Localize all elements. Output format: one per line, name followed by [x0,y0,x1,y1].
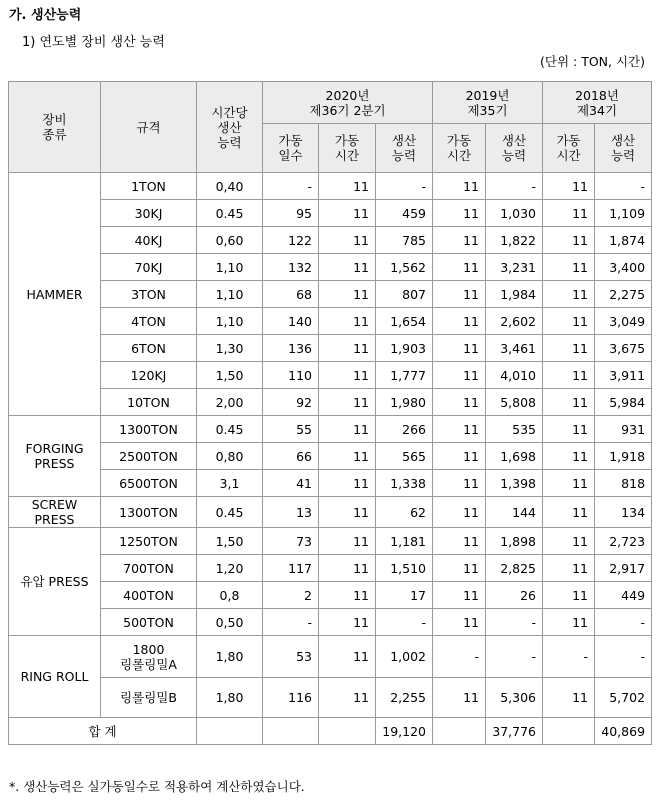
op-days-2020-cell: 53 [263,636,319,678]
spec-cell: 6TON [101,335,197,362]
op-hours-2020-cell: 11 [319,678,376,718]
capacity-2019-cell: 1,398 [486,470,543,497]
op-hours-2020-cell: 11 [319,609,376,636]
table-row [9,173,652,200]
blank-hours-2019 [433,718,486,745]
equipment-group-label: 유압 PRESS [9,528,101,636]
capacity-2018-cell: - [595,636,652,678]
hourly-capacity-cell: 1,50 [197,528,263,555]
capacity-2019-cell: - [486,173,543,200]
hourly-capacity-cell: 0,80 [197,443,263,470]
hourly-capacity-cell: 1,50 [197,362,263,389]
spec-cell: 1250TON [101,528,197,555]
capacity-2020-cell: 565 [376,443,433,470]
capacity-2019-cell: 5,808 [486,389,543,416]
op-hours-2018-cell: 11 [543,200,595,227]
op-days-2020-cell: - [263,173,319,200]
hourly-capacity-cell: 0,60 [197,227,263,254]
op-days-2020-cell: 2 [263,582,319,609]
op-hours-2018-cell: 11 [543,173,595,200]
table-header [9,82,652,173]
spec-cell: 6500TON [101,470,197,497]
op-hours-2019-cell: 11 [433,335,486,362]
capacity-2019-cell: 535 [486,416,543,443]
capacity-2018-cell: 5,984 [595,389,652,416]
op-hours-2020-cell: 11 [319,254,376,281]
spec-cell: 40KJ [101,227,197,254]
capacity-2018-cell: 3,675 [595,335,652,362]
table-row [9,636,652,678]
hourly-capacity-cell: 1,10 [197,308,263,335]
op-hours-2018-cell: 11 [543,389,595,416]
header-hourly-capacity: 시간당 생산 능력 [197,82,263,173]
op-days-2020-cell: 95 [263,200,319,227]
op-hours-2018-cell: 11 [543,555,595,582]
spec-cell: 4TON [101,308,197,335]
op-hours-2018-cell: 11 [543,335,595,362]
hourly-capacity-cell: 3,1 [197,470,263,497]
header-op-hours-2020: 가동 시간 [319,124,376,173]
header-op-days-2020: 가동 일수 [263,124,319,173]
op-days-2020-cell: 110 [263,362,319,389]
capacity-2020-cell: 1,510 [376,555,433,582]
capacity-2018-cell: 2,917 [595,555,652,582]
capacity-2019-cell: 3,461 [486,335,543,362]
op-hours-2020-cell: 11 [319,416,376,443]
table-row [9,335,652,362]
op-days-2020-cell: 92 [263,389,319,416]
table-row [9,470,652,497]
op-hours-2019-cell: 11 [433,443,486,470]
header-spec: 규격 [101,82,197,173]
capacity-2019-cell: 1,822 [486,227,543,254]
capacity-2020-cell: 785 [376,227,433,254]
op-hours-2019-cell: 11 [433,281,486,308]
op-hours-2020-cell: 11 [319,362,376,389]
capacity-2019-cell: 4,010 [486,362,543,389]
capacity-2020-cell: 17 [376,582,433,609]
capacity-2019-cell: 1,984 [486,281,543,308]
table-row [9,582,652,609]
op-days-2020-cell: 117 [263,555,319,582]
op-hours-2019-cell: 11 [433,582,486,609]
equipment-group-label: FORGING PRESS [9,416,101,497]
capacity-2018-cell: 1,874 [595,227,652,254]
capacity-2020-cell: 2,255 [376,678,433,718]
op-days-2020-cell: 73 [263,528,319,555]
table-row [9,416,652,443]
op-hours-2018-cell: - [543,636,595,678]
capacity-2019-cell: 1,898 [486,528,543,555]
table-row [9,254,652,281]
op-days-2020-cell: 140 [263,308,319,335]
spec-cell: 1TON [101,173,197,200]
capacity-2019-cell: - [486,609,543,636]
op-hours-2020-cell: 11 [319,200,376,227]
hourly-capacity-cell: 1,10 [197,254,263,281]
capacity-2018-cell: 931 [595,416,652,443]
capacity-2020-cell: 1,980 [376,389,433,416]
footnote: *. 생산능력은 실가동일수로 적용하여 계산하였습니다. [9,779,305,794]
blank-hourly [197,718,263,745]
spec-cell: 70KJ [101,254,197,281]
spec-cell: 1800 링롤링밀A [101,636,197,678]
capacity-2020-cell: 459 [376,200,433,227]
header-op-hours-2019: 가동 시간 [433,124,486,173]
table-row [9,678,652,718]
hourly-capacity-cell: 0.45 [197,497,263,528]
op-hours-2020-cell: 11 [319,227,376,254]
op-hours-2018-cell: 11 [543,227,595,254]
op-hours-2018-cell: 11 [543,416,595,443]
capacity-2020-cell: 1,002 [376,636,433,678]
capacity-2019-cell: 2,602 [486,308,543,335]
op-hours-2018-cell: 11 [543,582,595,609]
hourly-capacity-cell: 1,30 [197,335,263,362]
op-days-2020-cell: 13 [263,497,319,528]
op-days-2020-cell: 68 [263,281,319,308]
equipment-group-label: SCREW PRESS [9,497,101,528]
capacity-2018-cell: 2,723 [595,528,652,555]
spec-cell: 10TON [101,389,197,416]
table-row [9,609,652,636]
hourly-capacity-cell: 1,10 [197,281,263,308]
capacity-2018-cell: 3,049 [595,308,652,335]
spec-cell: 1300TON [101,497,197,528]
op-hours-2020-cell: 11 [319,528,376,555]
op-hours-2018-cell: 11 [543,254,595,281]
op-hours-2020-cell: 11 [319,308,376,335]
op-hours-2018-cell: 11 [543,308,595,335]
capacity-2020-cell: 266 [376,416,433,443]
op-hours-2020-cell: 11 [319,335,376,362]
table-row [9,528,652,555]
op-hours-2019-cell: 11 [433,227,486,254]
capacity-2020-cell: - [376,609,433,636]
table-row [9,362,652,389]
op-hours-2019-cell: 11 [433,497,486,528]
op-hours-2019-cell: 11 [433,470,486,497]
capacity-2018-cell: 5,702 [595,678,652,718]
op-hours-2020-cell: 11 [319,173,376,200]
spec-cell: 30KJ [101,200,197,227]
spec-cell: 400TON [101,582,197,609]
op-hours-2019-cell: 11 [433,200,486,227]
op-hours-2019-cell: 11 [433,609,486,636]
spec-cell: 3TON [101,281,197,308]
production-capacity-table [8,81,652,745]
capacity-2019-cell: 1,030 [486,200,543,227]
hourly-capacity-cell: 0,8 [197,582,263,609]
op-hours-2020-cell: 11 [319,555,376,582]
spec-cell: 120KJ [101,362,197,389]
op-days-2020-cell: - [263,609,319,636]
header-period-2020: 2020년 제36기 2분기 [263,82,433,124]
op-days-2020-cell: 116 [263,678,319,718]
op-hours-2020-cell: 11 [319,497,376,528]
op-hours-2019-cell: 11 [433,528,486,555]
op-hours-2019-cell: 11 [433,389,486,416]
spec-cell: 링롤링밀B [101,678,197,718]
capacity-2020-cell: 1,903 [376,335,433,362]
capacity-2019-cell: 2,825 [486,555,543,582]
total-row [9,718,652,745]
capacity-2018-cell: 3,911 [595,362,652,389]
op-days-2020-cell: 66 [263,443,319,470]
hourly-capacity-cell: 0.45 [197,200,263,227]
section-subheading: 1) 연도별 장비 생산 능력 [22,35,165,50]
total-label: 합 계 [9,718,197,745]
total-capacity-2020: 19,120 [376,718,433,745]
op-hours-2019-cell: 11 [433,555,486,582]
op-days-2020-cell: 41 [263,470,319,497]
blank-hours-2020 [319,718,376,745]
capacity-2018-cell: 1,918 [595,443,652,470]
hourly-capacity-cell: 1,80 [197,636,263,678]
header-capacity-2019: 생산 능력 [486,124,543,173]
unit-note: (단위 : TON, 시간) [540,54,645,69]
header-capacity-2020: 생산 능력 [376,124,433,173]
op-hours-2018-cell: 11 [543,362,595,389]
op-hours-2019-cell: 11 [433,362,486,389]
capacity-2018-cell: - [595,609,652,636]
table-row [9,389,652,416]
op-hours-2019-cell: - [433,636,486,678]
capacity-2019-cell: 26 [486,582,543,609]
header-period-2018: 2018년 제34기 [543,82,652,124]
op-hours-2019-cell: 11 [433,308,486,335]
capacity-2018-cell: 3,400 [595,254,652,281]
table-row [9,308,652,335]
header-op-hours-2018: 가동 시간 [543,124,595,173]
header-period-2019: 2019년 제35기 [433,82,543,124]
hourly-capacity-cell: 0,40 [197,173,263,200]
capacity-2020-cell: - [376,173,433,200]
op-hours-2018-cell: 11 [543,281,595,308]
op-days-2020-cell: 122 [263,227,319,254]
hourly-capacity-cell: 1,20 [197,555,263,582]
blank-hours-2018 [543,718,595,745]
capacity-2020-cell: 1,654 [376,308,433,335]
capacity-2019-cell: - [486,636,543,678]
spec-cell: 2500TON [101,443,197,470]
op-hours-2019-cell: 11 [433,254,486,281]
capacity-2020-cell: 1,562 [376,254,433,281]
op-hours-2018-cell: 11 [543,528,595,555]
section-heading: 가. 생산능력 [9,8,82,23]
table-row [9,497,652,528]
blank-days-2020 [263,718,319,745]
op-hours-2018-cell: 11 [543,678,595,718]
spec-cell: 1300TON [101,416,197,443]
op-hours-2019-cell: 11 [433,678,486,718]
hourly-capacity-cell: 1,80 [197,678,263,718]
op-hours-2020-cell: 11 [319,443,376,470]
table-row [9,227,652,254]
capacity-2018-cell: 818 [595,470,652,497]
capacity-2018-cell: 449 [595,582,652,609]
table-body [9,173,652,745]
capacity-2019-cell: 5,306 [486,678,543,718]
total-capacity-2018: 40,869 [595,718,652,745]
op-days-2020-cell: 55 [263,416,319,443]
equipment-group-label: RING ROLL [9,636,101,718]
spec-cell: 500TON [101,609,197,636]
table-row [9,200,652,227]
op-hours-2019-cell: 11 [433,416,486,443]
capacity-2018-cell: 134 [595,497,652,528]
hourly-capacity-cell: 2,00 [197,389,263,416]
op-hours-2020-cell: 11 [319,281,376,308]
op-hours-2018-cell: 11 [543,497,595,528]
op-hours-2020-cell: 11 [319,582,376,609]
spec-cell: 700TON [101,555,197,582]
total-capacity-2019: 37,776 [486,718,543,745]
op-days-2020-cell: 136 [263,335,319,362]
table-row [9,443,652,470]
op-hours-2018-cell: 11 [543,443,595,470]
op-hours-2020-cell: 11 [319,389,376,416]
capacity-2018-cell: 2,275 [595,281,652,308]
hourly-capacity-cell: 0.45 [197,416,263,443]
hourly-capacity-cell: 0,50 [197,609,263,636]
table-row [9,555,652,582]
op-hours-2020-cell: 11 [319,470,376,497]
capacity-2019-cell: 1,698 [486,443,543,470]
capacity-2020-cell: 62 [376,497,433,528]
capacity-2020-cell: 1,338 [376,470,433,497]
capacity-2020-cell: 807 [376,281,433,308]
equipment-group-label: HAMMER [9,173,101,416]
capacity-2020-cell: 1,181 [376,528,433,555]
header-capacity-2018: 생산 능력 [595,124,652,173]
op-hours-2020-cell: 11 [319,636,376,678]
capacity-2018-cell: - [595,173,652,200]
capacity-2019-cell: 144 [486,497,543,528]
capacity-2020-cell: 1,777 [376,362,433,389]
header-equip-type: 장비 종류 [9,82,101,173]
op-hours-2019-cell: 11 [433,173,486,200]
op-hours-2018-cell: 11 [543,609,595,636]
capacity-2018-cell: 1,109 [595,200,652,227]
op-hours-2018-cell: 11 [543,470,595,497]
capacity-2019-cell: 3,231 [486,254,543,281]
op-days-2020-cell: 132 [263,254,319,281]
table-row [9,281,652,308]
